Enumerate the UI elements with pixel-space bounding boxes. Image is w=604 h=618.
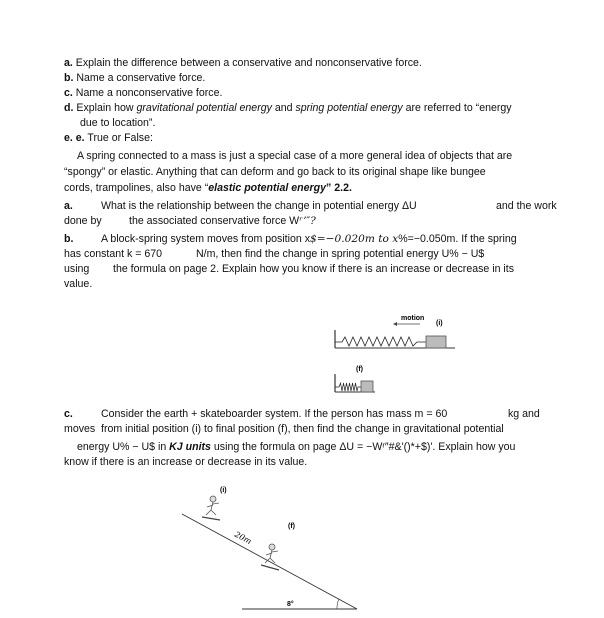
intro-line-2: “spongy” or elastic. Anything that can deform and go back to its original shape like bungee [64, 166, 486, 178]
intro-line-3c: ” 2.2. [326, 182, 352, 194]
item-d-and: and [271, 102, 296, 114]
qb-marker [64, 233, 73, 246]
qb-text-3b: the formula on page 2. Explain how you know if there is an increase or decrease in its [113, 263, 515, 275]
qa-marker: a. [64, 200, 73, 212]
qa-text-2c: ʳʼ″? [299, 215, 316, 227]
skater-final [261, 544, 279, 570]
slope-line [182, 514, 357, 609]
item-e [64, 132, 153, 145]
qb-text-1 [101, 233, 517, 246]
skater-initial [202, 496, 220, 520]
qc-marker-text: c. [64, 408, 73, 420]
qc-text-4: know if there is an increase or decrease in its value. [64, 456, 308, 468]
intro-elastic: elastic potential energy [208, 182, 327, 194]
item-e-marker: e. e. [64, 132, 85, 144]
item-b [64, 72, 205, 85]
spring-stretched [335, 337, 426, 346]
item-a [64, 57, 422, 70]
item-a-text: Explain the difference between a conservative and nonconservative force. [75, 57, 422, 69]
item-b-text: Name a conservative force. [76, 72, 206, 84]
qa-text-2a: done by [64, 215, 102, 227]
spring-figure [330, 312, 470, 392]
block-initial [426, 336, 446, 348]
qc-text-3 [77, 441, 515, 454]
item-d-marker: d. [64, 102, 74, 114]
qa-text-1b: and the work [496, 200, 557, 212]
slope-final-label: (f) [288, 523, 295, 530]
motion-label: motion [401, 315, 425, 322]
qb-text-3a: using [64, 263, 90, 275]
item-d-text2: are referred to “energy [402, 102, 512, 114]
item-d-spe: spring potential energy [295, 102, 403, 114]
qa-text-1: What is the relationship between the change in potential energy ΔU [101, 200, 417, 212]
slope-figure [182, 484, 362, 614]
qc-text-3c: using the formula on page ΔU = −Wʳ″#&'()*+$)'. Explain how you [210, 441, 516, 453]
qc-kj-units: KJ units [169, 441, 211, 453]
spring-compressed [335, 383, 361, 391]
slope-initial-label: (i) [220, 487, 227, 494]
intro-line-3a: cords, trampolines, also have “ [64, 182, 209, 194]
qb-text-2a: has constant k = 670 [64, 248, 163, 260]
intro-line-1: A spring connected to a mass is just a special case of a more general idea of objects that are [77, 150, 513, 162]
item-d-gpe: gravitational potential energy [136, 102, 272, 114]
item-a-marker: a. [64, 57, 73, 69]
motion-arrow-head [393, 322, 397, 326]
qc-text-2b: from initial position (i) to final position (f), then find the change in gravitational potential [101, 423, 504, 435]
qb-marker-text: b. [64, 233, 74, 245]
qb-text-1c: %=−0.050m. If the spring [398, 233, 517, 245]
qc-text-1a: Consider the earth + skateboarder system. If the person has mass m = 60 [101, 408, 448, 420]
item-d-text1: Explain how [76, 102, 137, 114]
block-final [361, 381, 373, 392]
initial-label: (i) [436, 320, 443, 327]
qa-line-1 [64, 200, 73, 213]
item-d [64, 102, 512, 115]
qb-text-2b: N/m, then find the change in spring potential energy U% − U$ [196, 248, 485, 260]
qb-text-1b: $=−0.020m to x [310, 233, 399, 245]
qc-text-3a: energy U% − U$ in [77, 441, 170, 453]
angle-arc [337, 599, 339, 609]
distance-label: 20m [233, 529, 253, 547]
item-c-marker: c. [64, 87, 73, 99]
item-b-marker: b. [64, 72, 74, 84]
final-label: (f) [356, 366, 363, 373]
item-e-text: True or False: [87, 132, 153, 144]
qb-text-4: value. [64, 278, 93, 290]
intro-line-3 [64, 182, 352, 195]
qc-text-1b: kg and [508, 408, 540, 420]
item-c [64, 87, 222, 100]
angle-label: 8° [287, 601, 294, 608]
qc-marker [64, 408, 73, 421]
qa-text-2b: the associated conservative force W [129, 215, 300, 227]
qc-text-2a: moves [64, 423, 96, 435]
qb-text-1a: A block-spring system moves from position x [101, 233, 311, 245]
item-d-cont: due to location”. [80, 117, 156, 129]
item-c-text: Name a nonconservative force. [75, 87, 223, 99]
qa-text-2 [129, 215, 316, 228]
